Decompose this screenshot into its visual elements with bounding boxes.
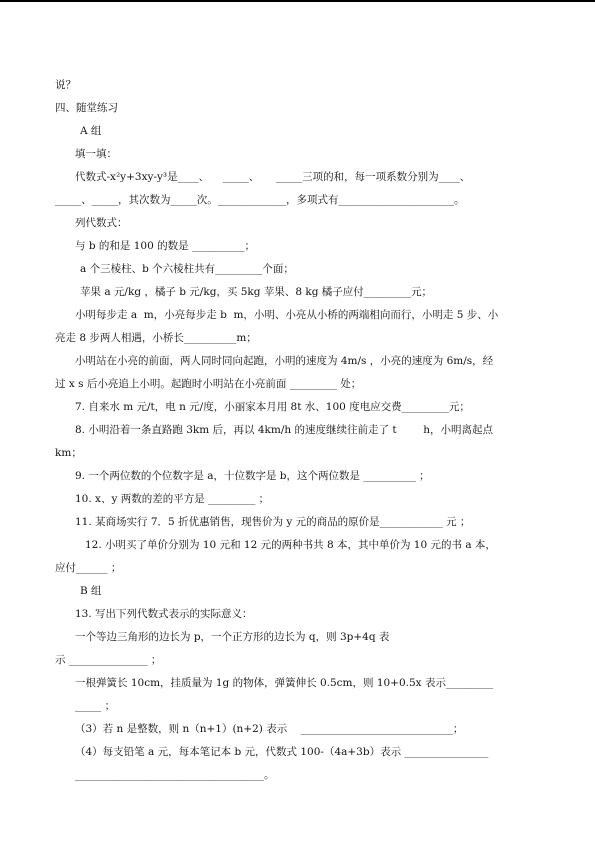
- section-heading: 四、随堂练习: [55, 102, 118, 114]
- question-line: 一个等边三角形的边长为 p，一个正方形的边长为 q，则 3p+4q 表: [75, 631, 390, 643]
- question-line: 小明站在小亮的前面，两人同时同向起跑，小明的速度为 4m/s ，小亮的速度为 6m/s，经: [75, 355, 494, 367]
- question-line: 13. 写出下列代数式表示的实际意义：: [75, 608, 253, 620]
- question-line: a 个三棱柱、b 个六棱柱共有_________个面；: [80, 263, 294, 275]
- subheading-expressions: 列代数式：: [75, 217, 128, 229]
- question-line: km；: [55, 447, 82, 459]
- subheading-fill: 填一填：: [75, 148, 117, 160]
- question-line: 12. 小明买了单价分别为 10 元和 12 元的两种书共 8 本，其中单价为 10 元的书 a 本，: [85, 539, 496, 551]
- question-line: 与 b 的和是 100 的数是 __________；: [75, 240, 255, 252]
- question-line: 小明每步走 a m，小亮每步走 b m，小明、小亮从小桥的两端相向而行，小明走 5 步、小: [75, 309, 499, 321]
- question-line: 示 _______________ ；: [55, 654, 162, 666]
- question-line: 7. 自来水 m 元/t，电 n 元/度，小丽家本月用 8t 水、100 度电应交费_________元；: [75, 401, 470, 413]
- question-line: ____________________________________。: [75, 769, 275, 781]
- question-line: 过 x s 后小亮追上小明。起跑时小明站在小亮前面 _________ 处；: [55, 378, 362, 390]
- text-line: 说？: [55, 79, 76, 91]
- question-line: 代数式-x²y+3xy-y³是____、 _____、 _____三项的和，每一项系数分别为____、: [75, 171, 471, 183]
- page-top-rule: [0, 0, 595, 2]
- question-line: （4）每支铅笔 a 元，每本笔记本 b 元，代数式 100-（4a+3b）表示 ________________: [75, 746, 489, 758]
- question-line: _____ ；: [75, 700, 116, 712]
- question-line: 9. 一个两位数的个位数字是 a，十位数字是 b，这个两位数是 __________ ；: [75, 470, 430, 482]
- question-line: 一根弹簧长 10cm，挂质量为 1g 的物体，弹簧伸长 0.5cm，则 10+0.5x 表示_________: [75, 677, 494, 689]
- question-line: 应付______ ；: [55, 562, 122, 574]
- question-line: 苹果 a 元/kg ，橘子 b 元/kg，买 5kg 苹果、8 kg 橘子应付_________元；: [80, 286, 433, 298]
- question-line: 10. x、y 两数的差的平方是 _________ ；: [75, 493, 270, 505]
- question-line: 亮走 8 步两人相遇，小桥长__________m；: [55, 332, 257, 344]
- group-heading-a: A 组: [80, 125, 102, 137]
- question-line: 8. 小明沿着一条直路跑 3km 后，再以 4km/h 的速度继续往前走了 t h，小明离起点: [75, 424, 494, 436]
- group-heading-b: B 组: [80, 585, 102, 597]
- question-line: 11. 某商场实行 7．5 折优惠销售，现售价为 y 元的商品的原价是____________ 元 ；: [75, 516, 471, 528]
- question-line: （3）若 n 是整数，则 n（n+1）(n+2) 表示 _____________________________；: [75, 723, 464, 735]
- question-line: _____、_____，其次数为_____次。_____________，多项式有______________________。: [55, 194, 465, 206]
